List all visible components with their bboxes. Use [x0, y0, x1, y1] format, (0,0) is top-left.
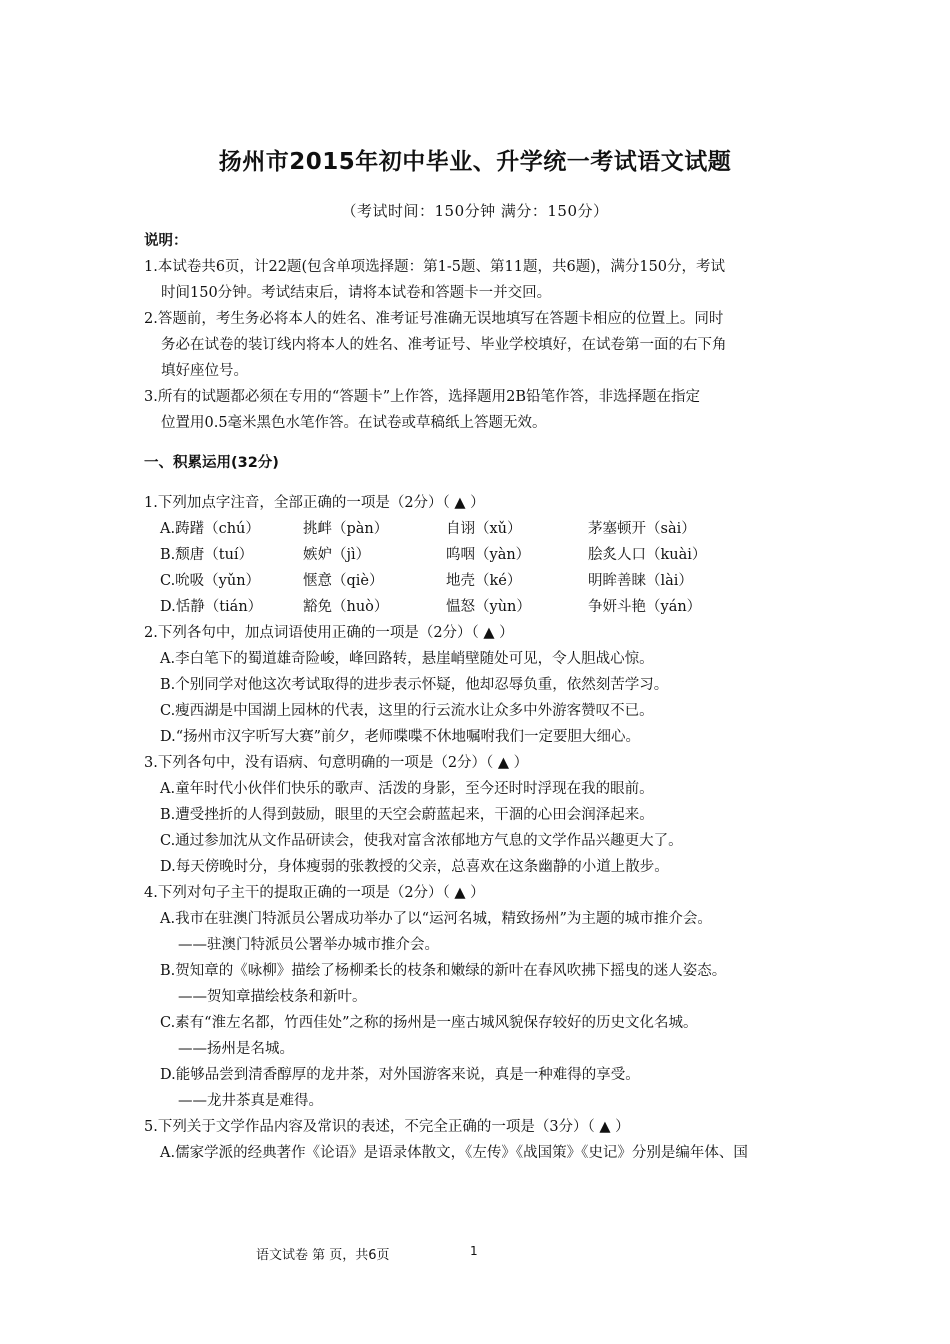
question-3-option-a: A.童年时代小伙伴们快乐的歌声、活泼的身影，至今还时时浮现在我的眼前。: [160, 781, 654, 797]
question-4-option-a-answer: ——驻澳门特派员公署举办城市推介会。: [178, 937, 439, 953]
exam-content: [144, 228, 814, 1166]
q1-option: 豁免（huò）: [303, 599, 389, 615]
question-3-option-b: B.遭受挫折的人得到鼓励，眼里的天空会蔚蓝起来，干涸的心田会润泽起来。: [160, 807, 654, 823]
page-number: 1: [470, 1244, 478, 1258]
q1-option: A.踌躇（chú）: [160, 521, 260, 537]
question-1-stem: 1.下列加点字注音，全部正确的一项是（2分）（ ▲ ）: [144, 495, 485, 511]
q1-option: 自诩（xǔ）: [446, 521, 522, 537]
question-5-stem: 5.下列关于文学作品内容及常识的表述，不完全正确的一项是（3分）（ ▲ ）: [144, 1119, 630, 1135]
question-4-stem: 4.下列对句子主干的提取正确的一项是（2分）（ ▲ ）: [144, 885, 485, 901]
page-subtitle: （考试时间：150分钟 满分：150分）: [341, 202, 609, 220]
question-2-stem: 2.下列各句中，加点词语使用正确的一项是（2分）（ ▲ ）: [144, 625, 514, 641]
question-3-stem: 3.下列各句中，没有语病、句意明确的一项是（2分）（ ▲ ）: [144, 755, 529, 771]
question-5-option-a: A.儒家学派的经典著作《论语》是语录体散文，《左传》《战国策》《史记》分别是编年体、国: [160, 1145, 748, 1161]
question-1-row-c: [144, 568, 814, 594]
q1-option: 脍炙人口（kuài）: [588, 547, 707, 563]
page-footer: 语文试卷 第 页，共6页: [256, 1248, 390, 1263]
question-4-option-b-answer: ——贺知章描绘枝条和新叶。: [178, 989, 367, 1005]
q1-option: C.吮吸（yǔn）: [160, 573, 261, 589]
q1-option: 挑衅（pàn）: [303, 521, 389, 537]
q1-option: 惬意（qiè）: [303, 573, 384, 589]
question-4-option-b: B.贺知章的《咏柳》描绘了杨柳柔长的枝条和嫩绿的新叶在春风吹拂下摇曳的迷人姿态。: [160, 963, 727, 979]
question-4-option-c-answer: ——扬州是名城。: [178, 1041, 294, 1057]
q1-option: 嫉妒（jì）: [303, 547, 371, 563]
instructions-heading: 说明：: [144, 233, 188, 249]
instruction-2-line-1: 2.答题前，考生务必将本人的姓名、准考证号准确无误地填写在答题卡相应的位置上。同时: [144, 311, 724, 327]
section-1-heading: 一、积累运用(32分): [144, 455, 279, 471]
q1-option: 地壳（ké）: [446, 573, 522, 589]
q1-option: 明眸善睐（lài）: [588, 573, 693, 589]
question-3-option-d: D.每天傍晚时分，身体瘦弱的张教授的父亲，总喜欢在这条幽静的小道上散步。: [160, 859, 669, 875]
q1-option: 茅塞顿开（sài）: [588, 521, 696, 537]
instruction-1-line-2: 时间150分钟。考试结束后，请将本试卷和答题卡一并交回。: [161, 285, 552, 301]
question-1-row-a: [144, 516, 814, 542]
question-2-option-b: B.个别同学对他这次考试取得的进步表示怀疑，他却忍辱负重，依然刻苦学习。: [160, 677, 669, 693]
question-4-option-d-answer: ——龙井茶真是难得。: [178, 1093, 323, 1109]
q1-option: B.颓唐（tuí）: [160, 547, 254, 563]
question-1-row-b: [144, 542, 814, 568]
q1-option: 呜咽（yàn）: [446, 547, 531, 563]
instruction-3-line-1: 3.所有的试题都必须在专用的“答题卡”上作答，选择题用2B铅笔作答，非选择题在指定: [144, 389, 701, 405]
instruction-2-line-3: 填好座位号。: [161, 363, 248, 379]
q1-option: 争妍斗艳（yán）: [588, 599, 702, 615]
instruction-3-line-2: 位置用0.5毫米黑色水笔作答。在试卷或草稿纸上答题无效。: [161, 415, 547, 431]
question-2-option-a: A.李白笔下的蜀道雄奇险峻，峰回路转，悬崖峭壁随处可见，令人胆战心惊。: [160, 651, 654, 667]
question-4-option-c: C.素有“淮左名都，竹西佳处”之称的扬州是一座古城风貌保存较好的历史文化名城。: [160, 1015, 698, 1031]
q1-option: D.恬静（tián）: [160, 599, 263, 615]
question-4-option-a: A.我市在驻澳门特派员公署成功举办了以“运河名城，精致扬州”为主题的城市推介会。: [160, 911, 712, 927]
page-title: 扬州市2015年初中毕业、升学统一考试语文试题: [218, 149, 732, 175]
question-1-row-d: [144, 594, 814, 620]
question-3-option-c: C.通过参加沈从文作品研读会，使我对富含浓郁地方气息的文学作品兴趣更大了。: [160, 833, 683, 849]
instruction-2-line-2: 务必在试卷的装订线内将本人的姓名、准考证号、毕业学校填好，在试卷第一面的右下角: [161, 337, 727, 353]
question-2-option-c: C.瘦西湖是中国湖上园林的代表，这里的行云流水让众多中外游客赞叹不已。: [160, 703, 654, 719]
instruction-1-line-1: 1.本试卷共6页，计22题(包含单项选择题：第1-5题、第11题，共6题)，满分150分，考试: [144, 259, 726, 275]
question-2-option-d: D.“扬州市汉字听写大赛”前夕，老师喋喋不休地嘱咐我们一定要胆大细心。: [160, 729, 641, 745]
q1-option: 愠怒（yùn）: [446, 599, 531, 615]
question-4-option-d: D.能够品尝到清香醇厚的龙井茶，对外国游客来说，真是一种难得的享受。: [160, 1067, 640, 1083]
